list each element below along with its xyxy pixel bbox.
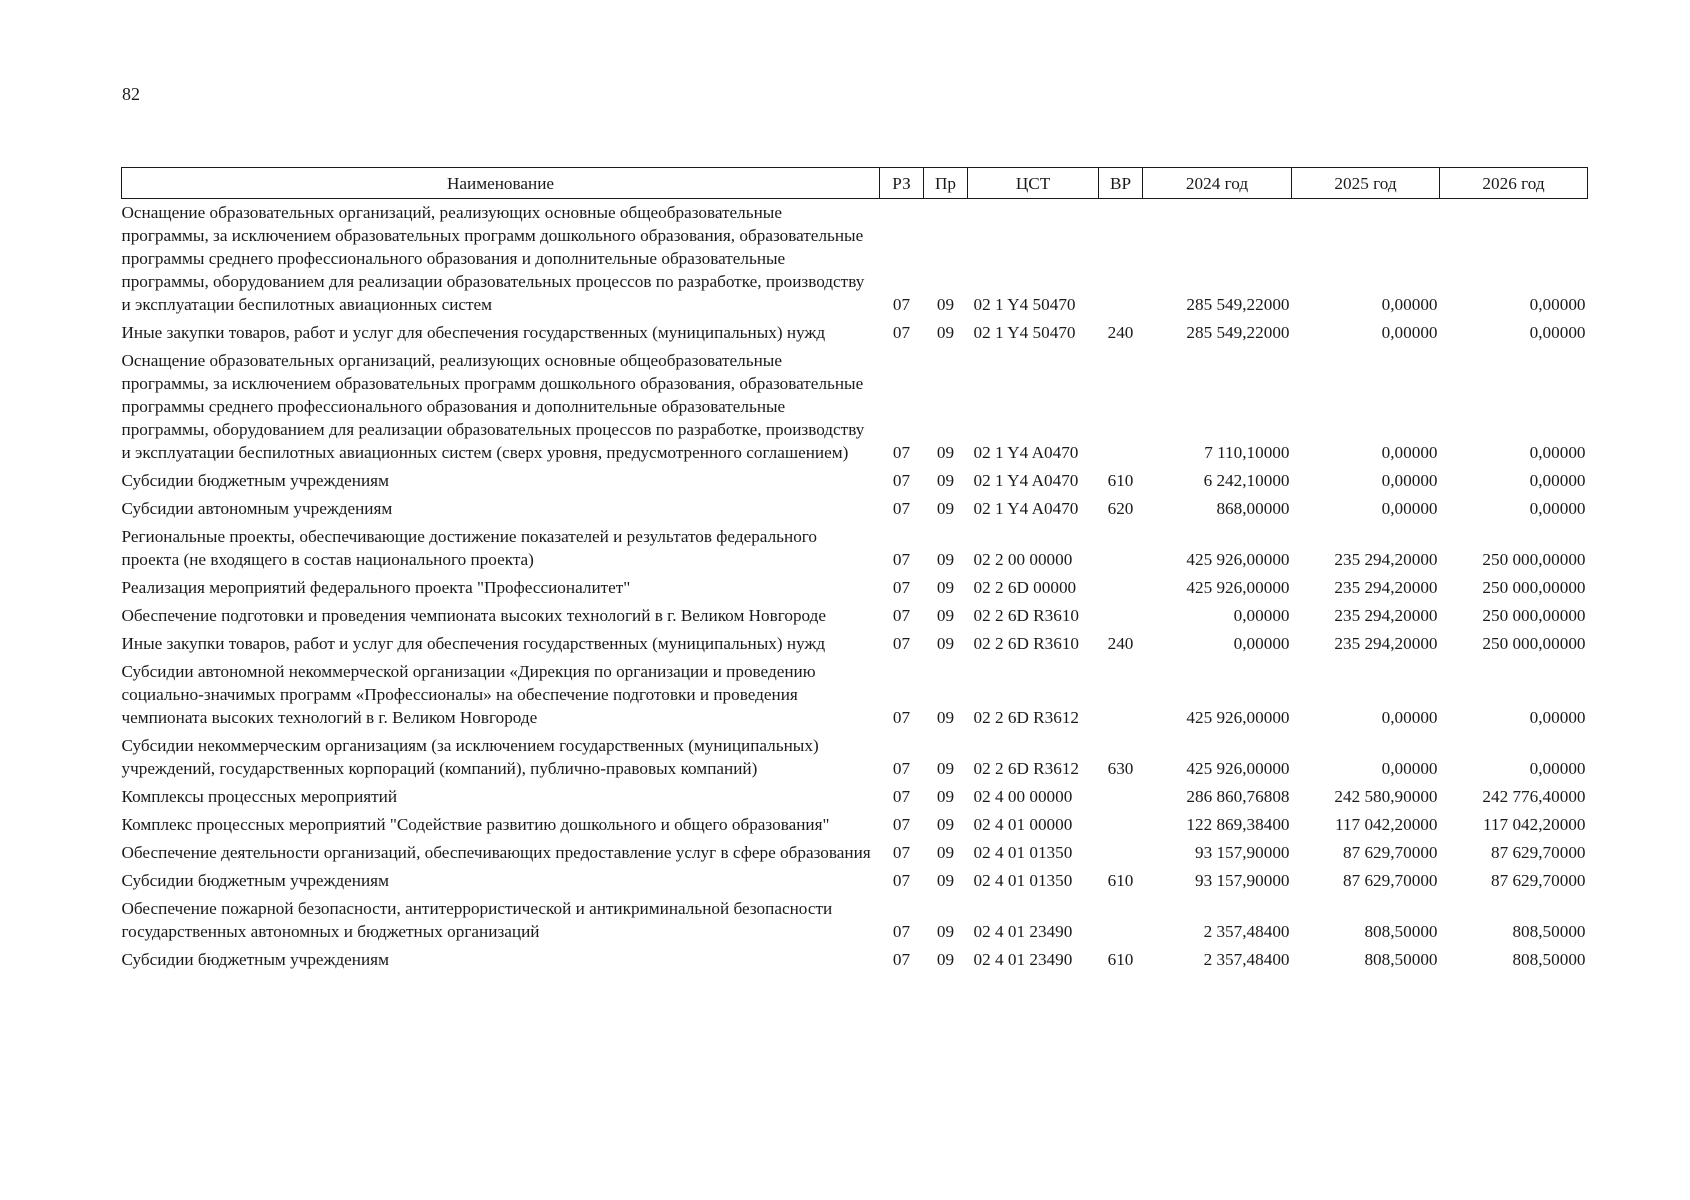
cell-rz: 07 <box>892 759 911 778</box>
cell-pr: 09 <box>936 634 955 653</box>
cell-pr: 09 <box>936 295 955 314</box>
cell-2024: 425 926,00000 <box>1186 708 1290 727</box>
cell-vr: 610 <box>1107 471 1134 490</box>
table-row <box>122 525 1588 576</box>
cell-pr: 09 <box>936 950 955 969</box>
cell-2025: 235 294,20000 <box>1334 634 1438 653</box>
cell-2025: 0,00000 <box>1381 499 1438 518</box>
header-rz: РЗ <box>880 168 924 199</box>
cell-pr: 09 <box>936 443 955 462</box>
table-row <box>122 632 1588 660</box>
cell-2024: 93 157,90000 <box>1194 843 1290 862</box>
table-row <box>122 469 1588 497</box>
cell-rz: 07 <box>892 815 911 834</box>
cell-2026: 87 629,70000 <box>1490 871 1586 890</box>
cell-2024: 425 926,00000 <box>1186 759 1290 778</box>
cell-vr: 240 <box>1107 634 1134 653</box>
cell-name: Оснащение образовательных организаций, реализующих основные общеобразовательные программы, за исключением образовательных программ дошкольного образования, образовательные программы среднего профессионального образования и дополнительные образовательные программы, оборудованием для реализации образовательных процессов по разработке, производству и эксплуатации беспилотных авиационных систем (сверх уровня, предусмотренного соглашением) <box>121 351 865 462</box>
cell-2024: 285 549,22000 <box>1186 295 1290 314</box>
cell-2026: 808,50000 <box>1512 950 1586 969</box>
cell-vr <box>1099 813 1143 841</box>
cell-vr <box>1099 897 1143 948</box>
cell-vr: 240 <box>1107 323 1134 342</box>
header-2026: 2026 год <box>1440 168 1588 199</box>
table-row <box>122 813 1588 841</box>
cell-cst: 02 4 01 23490 <box>973 922 1073 941</box>
table-row <box>122 349 1588 469</box>
cell-cst: 02 1 Y4 A0470 <box>973 443 1079 462</box>
cell-rz: 07 <box>892 843 911 862</box>
cell-pr: 09 <box>936 708 955 727</box>
cell-2025: 808,50000 <box>1364 922 1438 941</box>
cell-name: Оснащение образовательных организаций, реализующих основные общеобразовательные программы, за исключением образовательных программ дошкольного образования, образовательные программы среднего профессионального образования и дополнительные образовательные программы, оборудованием для реализации образовательных процессов по разработке, производству и эксплуатации беспилотных авиационных систем <box>121 203 865 314</box>
cell-name: Обеспечение пожарной безопасности, антитеррористической и антикриминальной безопасности государственных автономных и бюджетных организаций <box>121 899 833 941</box>
cell-2026: 0,00000 <box>1529 759 1586 778</box>
cell-2026: 242 776,40000 <box>1482 787 1586 806</box>
cell-cst: 02 2 6D R3610 <box>973 606 1080 625</box>
budget-table <box>121 167 1588 976</box>
cell-2026: 250 000,00000 <box>1482 578 1586 597</box>
cell-vr <box>1099 604 1143 632</box>
table-row <box>122 660 1588 734</box>
cell-2024: 285 549,22000 <box>1186 323 1290 342</box>
cell-cst: 02 1 Y4 A0470 <box>973 471 1079 490</box>
cell-vr: 620 <box>1107 499 1134 518</box>
cell-name: Комплексы процессных мероприятий <box>121 787 398 806</box>
cell-rz: 07 <box>892 443 911 462</box>
cell-cst: 02 1 Y4 50470 <box>973 323 1076 342</box>
table-row <box>122 199 1588 322</box>
table-row <box>122 785 1588 813</box>
cell-cst: 02 2 6D R3612 <box>973 708 1080 727</box>
cell-2026: 808,50000 <box>1512 922 1586 941</box>
cell-2024: 868,00000 <box>1216 499 1290 518</box>
cell-2025: 0,00000 <box>1381 443 1438 462</box>
cell-pr: 09 <box>936 759 955 778</box>
header-2025: 2025 год <box>1292 168 1440 199</box>
cell-vr <box>1099 841 1143 869</box>
cell-pr: 09 <box>936 578 955 597</box>
cell-cst: 02 2 6D R3610 <box>973 634 1080 653</box>
cell-2025: 87 629,70000 <box>1342 843 1438 862</box>
cell-name: Субсидии бюджетным учреждениям <box>121 950 389 969</box>
cell-2025: 235 294,20000 <box>1334 606 1438 625</box>
cell-cst: 02 2 6D 00000 <box>973 578 1077 597</box>
cell-cst: 02 4 01 00000 <box>973 815 1073 834</box>
cell-vr: 610 <box>1107 950 1134 969</box>
cell-vr: 610 <box>1107 871 1134 890</box>
cell-2024: 286 860,76808 <box>1186 787 1290 806</box>
cell-2025: 0,00000 <box>1381 295 1438 314</box>
cell-2025: 0,00000 <box>1381 323 1438 342</box>
cell-2025: 117 042,20000 <box>1335 815 1438 834</box>
cell-2025: 0,00000 <box>1381 471 1438 490</box>
cell-name: Субсидии автономным учреждениям <box>121 499 393 518</box>
cell-rz: 07 <box>892 295 911 314</box>
cell-2025: 0,00000 <box>1381 708 1438 727</box>
cell-name: Субсидии автономной некоммерческой организации «Дирекция по организации и проведению социально-значимых программ «Профессионалы» на обеспечение подготовки и проведения чемпионата высоких технологий в г. Великом Новгороде <box>121 662 816 727</box>
cell-2026: 0,00000 <box>1529 708 1586 727</box>
cell-vr <box>1099 199 1143 322</box>
table-row <box>122 841 1588 869</box>
cell-name: Иные закупки товаров, работ и услуг для обеспечения государственных (муниципальных) нужд <box>121 323 826 342</box>
cell-cst: 02 1 Y4 50470 <box>973 295 1076 314</box>
cell-2025: 235 294,20000 <box>1334 578 1438 597</box>
cell-vr <box>1099 576 1143 604</box>
cell-name: Реализация мероприятий федерального проекта "Профессионалитет" <box>121 578 631 597</box>
header-cst: ЦСТ <box>968 168 1099 199</box>
cell-rz: 07 <box>892 871 911 890</box>
cell-vr: 630 <box>1107 759 1134 778</box>
cell-2025: 242 580,90000 <box>1334 787 1438 806</box>
cell-pr: 09 <box>936 606 955 625</box>
cell-pr: 09 <box>936 815 955 834</box>
cell-2026: 0,00000 <box>1529 471 1586 490</box>
cell-rz: 07 <box>892 950 911 969</box>
cell-name: Комплекс процессных мероприятий "Содействие развитию дошкольного и общего образования" <box>121 815 830 834</box>
cell-cst: 02 4 00 00000 <box>973 787 1073 806</box>
cell-2026: 0,00000 <box>1529 295 1586 314</box>
table-header-row <box>122 168 1588 199</box>
cell-2024: 0,00000 <box>1233 634 1290 653</box>
cell-name: Субсидии некоммерческим организациям (за исключением государственных (муниципальных) учреждений, государственных корпораций (компаний), публично-правовых компаний) <box>121 736 819 778</box>
cell-pr: 09 <box>936 471 955 490</box>
cell-name: Субсидии бюджетным учреждениям <box>121 871 389 890</box>
table-row <box>122 948 1588 976</box>
cell-2026: 0,00000 <box>1529 499 1586 518</box>
cell-rz: 07 <box>892 323 911 342</box>
cell-2026: 250 000,00000 <box>1482 606 1586 625</box>
cell-cst: 02 4 01 01350 <box>973 871 1073 890</box>
cell-name: Региональные проекты, обеспечивающие достижение показателей и результатов федерального проекта (не входящего в состав национального проекта) <box>121 527 818 569</box>
cell-rz: 07 <box>892 578 911 597</box>
cell-rz: 07 <box>892 499 911 518</box>
cell-2025: 235 294,20000 <box>1334 550 1438 569</box>
cell-vr <box>1099 785 1143 813</box>
page-number: 82 <box>122 84 140 104</box>
cell-2024: 425 926,00000 <box>1186 578 1290 597</box>
cell-vr <box>1099 525 1143 576</box>
cell-rz: 07 <box>892 634 911 653</box>
cell-pr: 09 <box>936 550 955 569</box>
cell-vr <box>1099 660 1143 734</box>
cell-2024: 2 357,48400 <box>1203 922 1290 941</box>
cell-2026: 250 000,00000 <box>1482 550 1586 569</box>
table-row <box>122 734 1588 785</box>
cell-name: Обеспечение подготовки и проведения чемпионата высоких технологий в г. Великом Новгороде <box>121 606 827 625</box>
cell-pr: 09 <box>936 499 955 518</box>
cell-2024: 425 926,00000 <box>1186 550 1290 569</box>
cell-rz: 07 <box>892 550 911 569</box>
cell-pr: 09 <box>936 843 955 862</box>
cell-rz: 07 <box>892 471 911 490</box>
cell-rz: 07 <box>892 708 911 727</box>
table-row <box>122 576 1588 604</box>
cell-2025: 0,00000 <box>1381 759 1438 778</box>
cell-name: Субсидии бюджетным учреждениям <box>121 471 389 490</box>
cell-2024: 2 357,48400 <box>1203 950 1290 969</box>
table-row <box>122 321 1588 349</box>
header-pr: Пр <box>924 168 968 199</box>
cell-2024: 122 869,38400 <box>1186 815 1290 834</box>
cell-rz: 07 <box>892 922 911 941</box>
cell-pr: 09 <box>936 323 955 342</box>
cell-2025: 808,50000 <box>1364 950 1438 969</box>
header-name: Наименование <box>122 168 880 199</box>
cell-2024: 6 242,10000 <box>1203 471 1290 490</box>
cell-name: Обеспечение деятельности организаций, обеспечивающих предоставление услуг в сфере образования <box>121 843 871 862</box>
cell-2026: 0,00000 <box>1529 323 1586 342</box>
cell-cst: 02 2 6D R3612 <box>973 759 1080 778</box>
cell-name: Иные закупки товаров, работ и услуг для обеспечения государственных (муниципальных) нужд <box>121 634 826 653</box>
cell-vr <box>1099 349 1143 469</box>
table-row <box>122 497 1588 525</box>
table-row <box>122 869 1588 897</box>
table-row <box>122 604 1588 632</box>
cell-2026: 87 629,70000 <box>1490 843 1586 862</box>
cell-2024: 0,00000 <box>1233 606 1290 625</box>
cell-2026: 117 042,20000 <box>1483 815 1586 834</box>
cell-2024: 7 110,10000 <box>1204 443 1290 462</box>
cell-pr: 09 <box>936 871 955 890</box>
cell-2025: 87 629,70000 <box>1342 871 1438 890</box>
table-body <box>122 199 1588 977</box>
cell-2026: 0,00000 <box>1529 443 1586 462</box>
cell-cst: 02 2 00 00000 <box>973 550 1073 569</box>
cell-pr: 09 <box>936 922 955 941</box>
cell-cst: 02 1 Y4 A0470 <box>973 499 1079 518</box>
header-2024: 2024 год <box>1143 168 1292 199</box>
header-vr: ВР <box>1099 168 1143 199</box>
cell-rz: 07 <box>892 606 911 625</box>
cell-2026: 250 000,00000 <box>1482 634 1586 653</box>
cell-2024: 93 157,90000 <box>1194 871 1290 890</box>
cell-pr: 09 <box>936 787 955 806</box>
cell-rz: 07 <box>892 787 911 806</box>
table-row <box>122 897 1588 948</box>
cell-cst: 02 4 01 01350 <box>973 843 1073 862</box>
cell-cst: 02 4 01 23490 <box>973 950 1073 969</box>
